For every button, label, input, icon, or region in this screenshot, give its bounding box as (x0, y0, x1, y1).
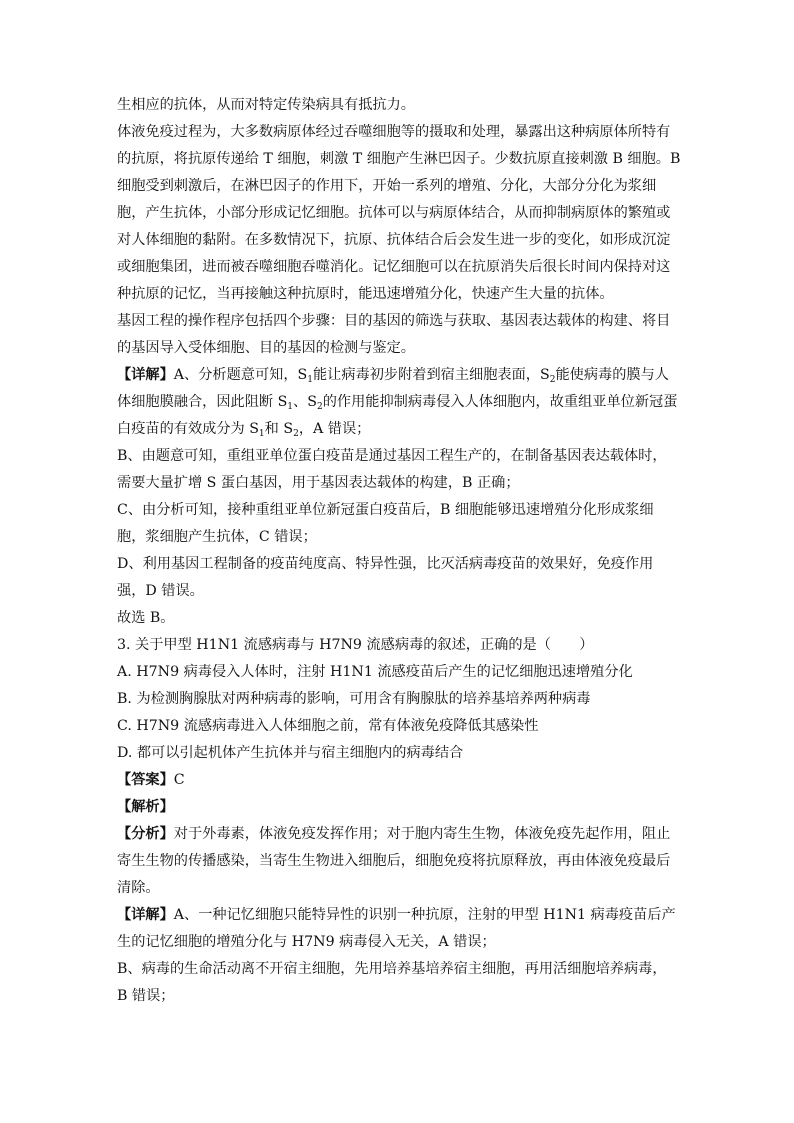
question-stem: 3. 关于甲型 H1N1 流感病毒与 H7N9 流感病毒的叙述，正确的是（ ） (117, 637, 594, 653)
analysis-heading: 【解析】 (117, 799, 174, 815)
text-line: 清除。 (117, 880, 160, 896)
detail-line-2: 体细胞膜融合，因此阻断 $S_1$、$S_2$的作用能抑制病毒侵入人体细胞内，故重组亚单位新冠蛋 (117, 394, 678, 412)
option-a: A. H7N9 病毒侵入人体时，注射 H1N1 流感疫苗后产生的记忆细胞迅速增殖分化 (117, 664, 633, 680)
text-line: 细胞受到刺激后，在淋巴因子的作用下，开始一系列的增殖、分化，大部分分化为浆细 (117, 178, 657, 194)
text-line: 故选 B。 (117, 610, 175, 626)
text-line: 体液免疫过程为，大多数病原体经过吞噬细胞等的摄取和处理，暴露出这种病原体所特有 (117, 124, 671, 140)
text-line: B、病毒的生命活动离不开宿主细胞，先用培养基培养宿主细胞，再用活细胞培养病毒， (117, 961, 667, 977)
answer-line (117, 771, 185, 789)
detail-tag: 【详解】 (117, 367, 174, 383)
option-c: C. H7N9 流感病毒进入人体细胞之前，常有体液免疫降低其感染性 (117, 718, 539, 734)
text-line: B 错误； (117, 988, 175, 1004)
detail-tag: 【详解】 (117, 907, 174, 923)
option-d: D. 都可以引起机体产生抗体并与宿主细胞内的病毒结合 (117, 745, 464, 761)
analysis-tag: 【分析】 (117, 826, 174, 842)
text-line: B、由题意可知，重组亚单位蛋白疫苗是通过基因工程生产的，在制备基因表达载体时， (117, 448, 667, 464)
detail-line-1: 【详解】A、分析题意可知，$S_1$能让病毒初步附着到宿主细胞表面，$S_2$能使病毒的膜与人 (117, 367, 669, 385)
text-line: 或细胞集团，进而被吞噬细胞吞噬消化。记忆细胞可以在抗原消失后很长时间内保持对这 (117, 259, 671, 275)
text-line: 的抗原，将抗原传递给 T 细胞，刺激 T 细胞产生淋巴因子。少数抗原直接刺激 B 细胞。B (117, 151, 681, 167)
text-line: 生相应的抗体，从而对特定传染病具有抵抗力。 (117, 97, 415, 113)
text-line: 寄生生物的传播感染，当寄生生物进入细胞后，细胞免疫将抗原释放，再由体液免疫最后 (117, 853, 671, 869)
detail-line-3: 白疫苗的有效成分为 $S_1$和 $S_2$，A 错误； (117, 421, 371, 439)
option-b: B. 为检测胸腺肽对两种病毒的影响，可用含有胸腺肽的培养基培养两种病毒 (117, 691, 591, 707)
text-line: 胞，产生抗体，小部分形成记忆细胞。抗体可以与病原体结合，从而抑制病原体的繁殖或 (117, 205, 671, 221)
text-line: 基因工程的操作程序包括四个步骤：目的基因的筛选与获取、基因表达载体的构建、将目 (117, 313, 671, 329)
text-line: 种抗原的记忆，当再接触这种抗原时，能迅速增殖分化，快速产生大量的抗体。 (117, 286, 614, 302)
answer-tag: 【答案】 (117, 772, 174, 788)
text-line: 生的记忆细胞的增殖分化与 H7N9 病毒侵入无关，A 错误； (117, 934, 496, 950)
analysis-line-1: 【分析】对于外毒素，体液免疫发挥作用；对于胞内寄生生物，体液免疫先起作用，阻止 (117, 826, 671, 842)
text-line: 强，D 错误。 (117, 583, 204, 599)
text-line: C、由分析可知，接种重组亚单位新冠蛋白疫苗后，B 细胞能够迅速增殖分化形成浆细 (117, 502, 654, 518)
text-line: D、利用基因工程制备的疫苗纯度高、特异性强，比灭活病毒疫苗的效果好，免疫作用 (117, 556, 654, 572)
text-line: 的基因导入受体细胞、目的基因的检测与鉴定。 (117, 340, 415, 356)
text-line: 对人体细胞的黏附。在多数情况下，抗原、抗体结合后会发生进一步的变化，如形成沉淀 (117, 232, 671, 248)
text-line: 需要大量扩增 S 蛋白基因，用于基因表达载体的构建，B 正确； (117, 475, 520, 491)
text-line: 胞，浆细胞产生抗体，C 错误； (117, 529, 317, 545)
answer-value: C (173, 772, 185, 788)
detail2-line-1: 【详解】A、一种记忆细胞只能特异性的识别一种抗原，注射的甲型 H1N1 病毒疫苗后产 (117, 907, 676, 923)
